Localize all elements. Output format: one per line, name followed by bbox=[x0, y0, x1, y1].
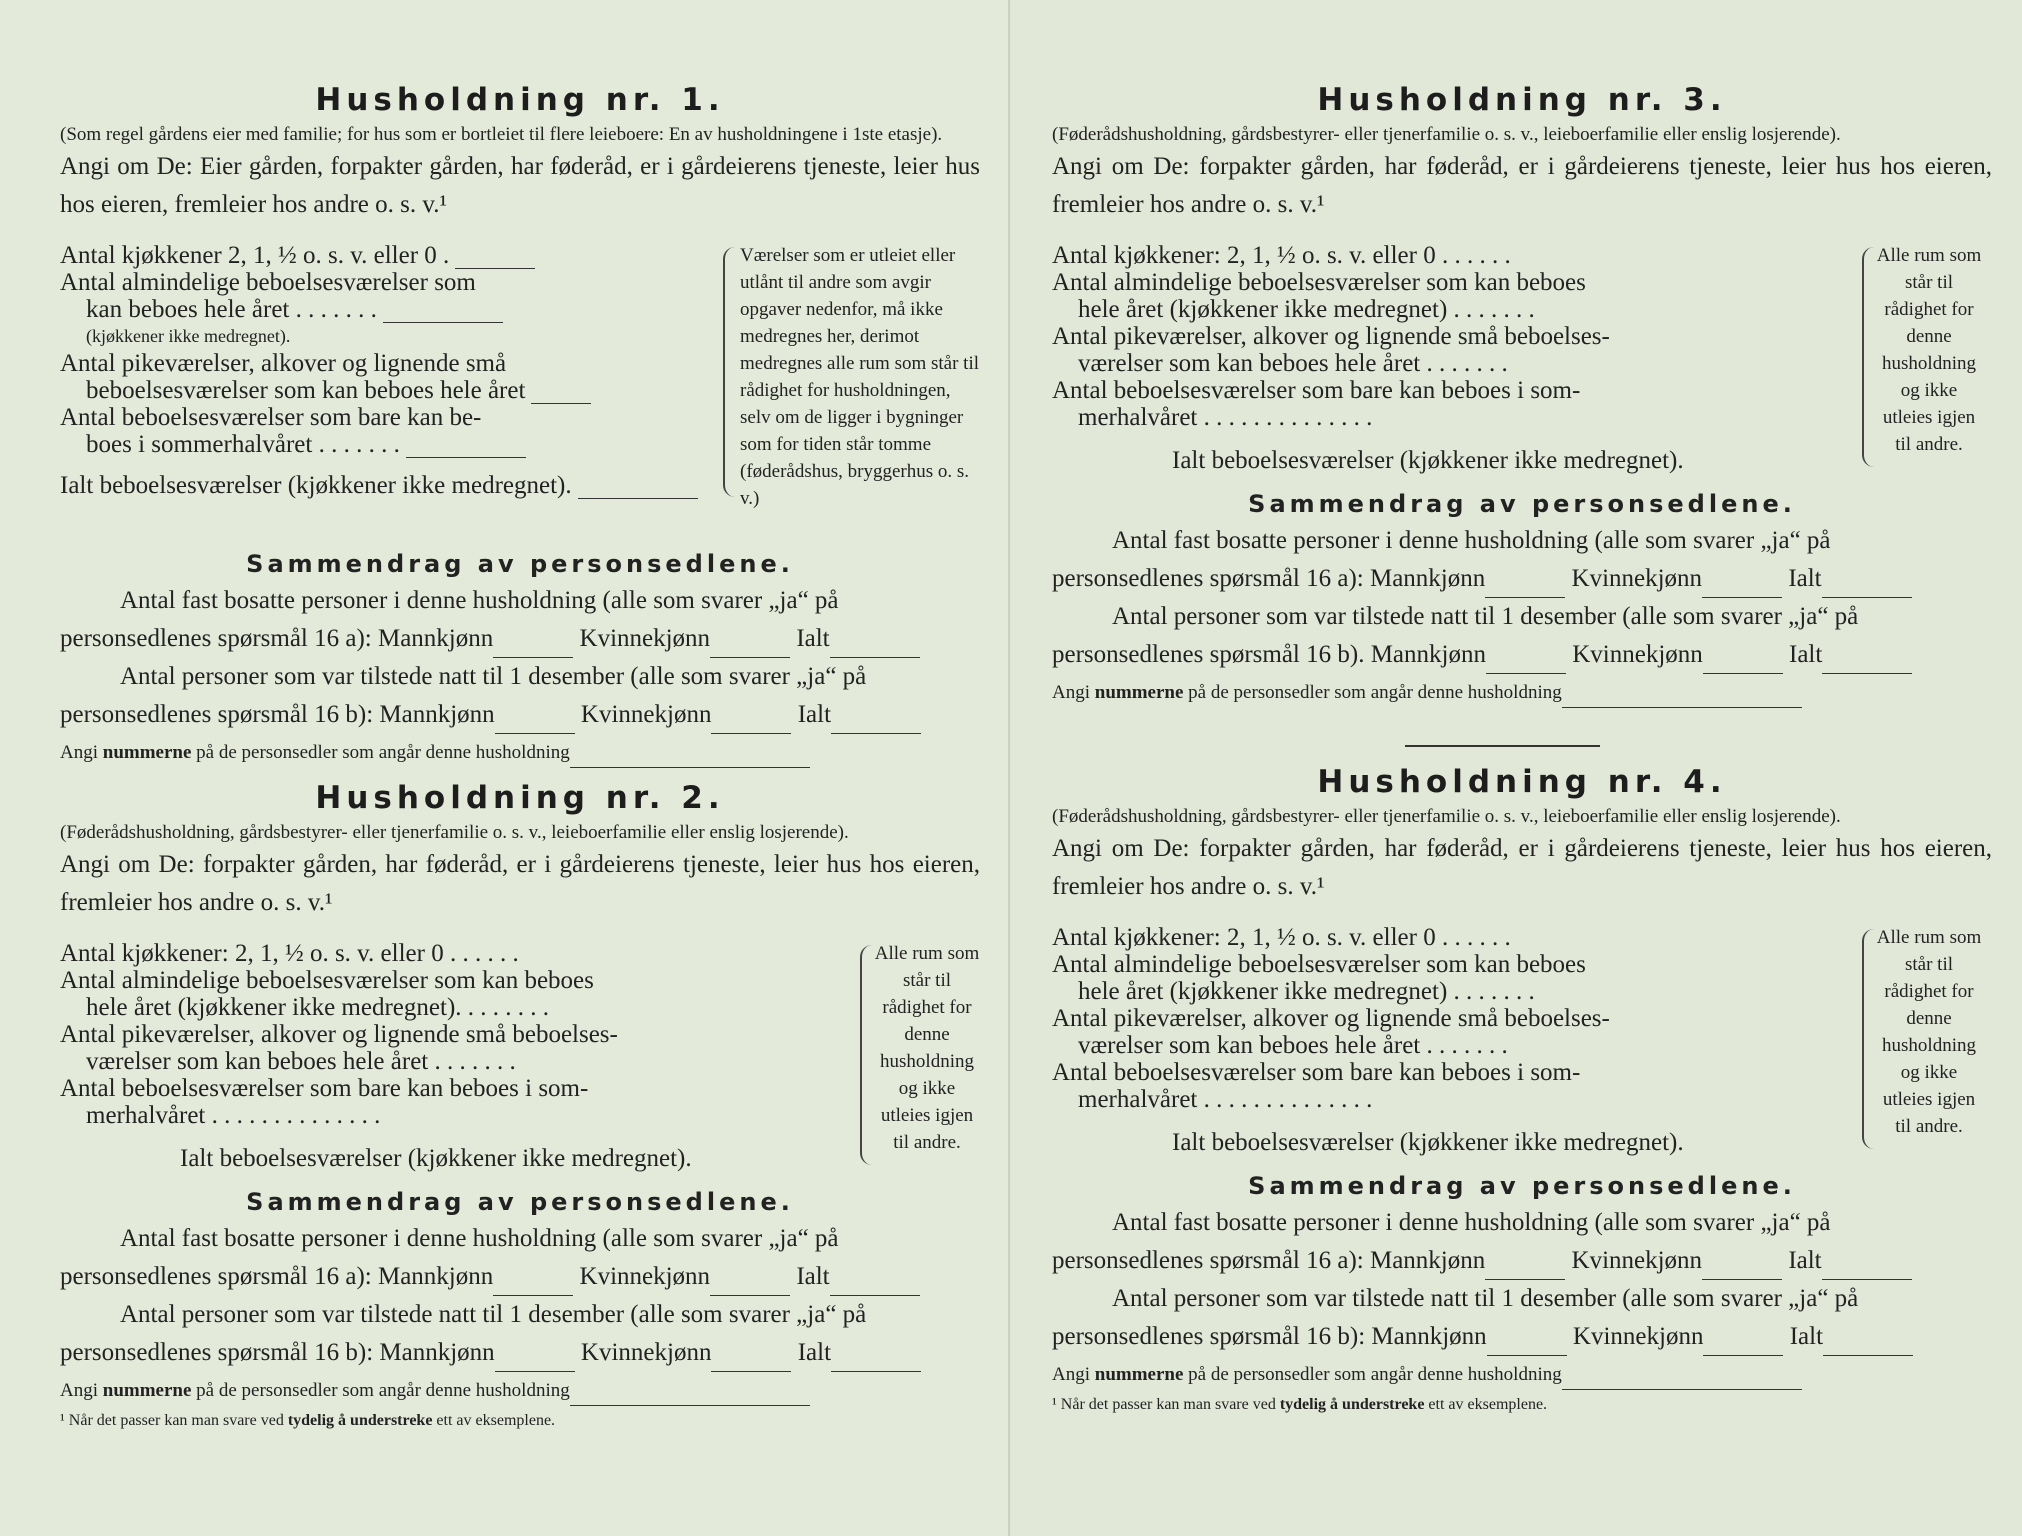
household-4 bbox=[1052, 762, 1992, 1512]
total-rooms-row: Ialt beboelsesværelser (kjøkkener ikke medregnet). bbox=[180, 1145, 692, 1172]
kitchens-field[interactable] bbox=[455, 248, 535, 269]
ordinary-rooms-row-cont: hele året (kjøkkener ikke medregnet) . . . . . . . bbox=[1078, 296, 1535, 323]
left-page bbox=[0, 0, 1010, 1536]
ordinary-rooms-row: Antal almindelige beboelsesværelser som kan beboes bbox=[1052, 951, 1586, 978]
household-4-sidenote: Alle rum som står til rådighet for denne husholdning og ikke utleies igjen til andre. bbox=[1876, 927, 1982, 1137]
household-2-summary-title: Sammendrag av personsedlene. bbox=[246, 1188, 794, 1216]
household-2-rooms bbox=[60, 940, 980, 1180]
ordinary-rooms-field[interactable] bbox=[383, 302, 503, 323]
household-3-summary-16b: Antal personer som var tilstede natt til 1 desember (alle som svarer „ja“ på personsedlenes spørsmål 16 b). Mannkjønn Kvinnekjønn Ialt bbox=[1052, 598, 1992, 674]
household-2-sidenote: Alle rum som står til rådighet for denne husholdning og ikke utleies igjen til andre. bbox=[874, 943, 980, 1153]
household-3 bbox=[1052, 80, 1992, 830]
household-2-heading: Husholdning nr. 2. bbox=[315, 780, 725, 816]
household-4-note: (Føderådshusholdning, gårdsbestyrer- eller tjenerfamilie o. s. v., leieboerfamilie eller enslig losjerende). bbox=[1052, 806, 1841, 827]
household-4-status-question: Angi om De: forpakter gården, har føderåd, er i gårdeierens tjeneste, leier hus hos eieren, fremleier hos andre o. s. v.¹ bbox=[1052, 835, 1992, 900]
small-rooms-row-cont: beboelsesværelser som kan beboes hele året bbox=[60, 377, 710, 404]
summer-rooms-row-cont: merhalvåret . . . . . . . . . . . . . . bbox=[1078, 404, 1373, 431]
household-1 bbox=[60, 80, 980, 830]
small-rooms-row-cont: værelser som kan beboes hele året . . . . . . . bbox=[1078, 1032, 1508, 1059]
household-3-summary-title: Sammendrag av personsedlene. bbox=[1248, 490, 1796, 518]
small-rooms-row: Antal pikeværelser, alkover og lignende små bbox=[60, 350, 507, 377]
household-4-heading: Husholdning nr. 4. bbox=[1317, 764, 1727, 800]
small-rooms-row-cont: værelser som kan beboes hele året . . . . . . . bbox=[86, 1048, 516, 1075]
summer-rooms-row-cont: merhalvåret . . . . . . . . . . . . . . bbox=[1078, 1086, 1373, 1113]
total-rooms-row: Ialt beboelsesværelser (kjøkkener ikke medregnet). bbox=[1172, 447, 1684, 474]
small-rooms-row: Antal pikeværelser, alkover og lignende små beboelses- bbox=[60, 1021, 618, 1048]
household-3-summary-16a: Antal fast bosatte personer i denne husholdning (alle som svarer „ja“ på personsedlenes spørsmål 16 a): Mannkjønn Kvinnekjønn Ialt bbox=[1052, 522, 1992, 598]
summer-rooms-field[interactable] bbox=[406, 437, 526, 458]
kitchens-row: Antal kjøkkener: 2, 1, ½ o. s. v. eller 0 . . . . . . bbox=[60, 940, 519, 967]
household-3-status-question: Angi om De: forpakter gården, har føderåd, er i gårdeierens tjeneste, leier hus hos eieren, fremleier hos andre o. s. v.¹ bbox=[1052, 153, 1992, 218]
household-4-rooms bbox=[1052, 924, 1992, 1164]
section-divider bbox=[1405, 745, 1600, 747]
ordinary-rooms-row-cont: kan beboes hele året . . . . . . . bbox=[60, 296, 710, 323]
ordinary-rooms-row-cont: hele året (kjøkkener ikke medregnet). . . . . . . . bbox=[86, 994, 550, 1021]
household-3-note: (Føderådshusholdning, gårdsbestyrer- eller tjenerfamilie o. s. v., leieboerfamilie eller enslig losjerende). bbox=[1052, 124, 1841, 145]
household-3-heading: Husholdning nr. 3. bbox=[1317, 82, 1727, 118]
household-1-note: (Som regel gårdens eier med familie; for hus som er bortleiet til flere leieboere: En av husholdningene i 1ste etasje). bbox=[60, 124, 943, 145]
footnote: ¹ Når det passer kan man svare ved tydelig å understreke ett av eksemplene. bbox=[60, 1412, 556, 1429]
kitchens-row: Antal kjøkkener: 2, 1, ½ o. s. v. eller 0 . . . . . . bbox=[1052, 242, 1511, 269]
ordinary-rooms-row: Antal almindelige beboelsesværelser som kan beboes bbox=[1052, 269, 1586, 296]
household-2-note: (Føderådshusholdning, gårdsbestyrer- eller tjenerfamilie o. s. v., leieboerfamilie eller enslig losjerende). bbox=[60, 822, 849, 843]
household-1-rooms bbox=[60, 242, 980, 542]
household-2-summary-16a: Antal fast bosatte personer i denne husholdning (alle som svarer „ja“ på personsedlenes spørsmål 16 a): Mannkjønn Kvinnekjønn Ialt bbox=[60, 1220, 980, 1296]
ordinary-rooms-row: Antal almindelige beboelsesværelser som bbox=[60, 269, 476, 296]
household-2 bbox=[60, 778, 980, 1528]
household-2-summary-16b: Antal personer som var tilstede natt til 1 desember (alle som svarer „ja“ på personsedlenes spørsmål 16 b): Mannkjønn Kvinnekjønn Ialt bbox=[60, 1296, 980, 1372]
household-1-status-question: Angi om De: Eier gården, forpakter gården, har føderåd, er i gårdeierens tjeneste, leier hus hos eieren, fremleier hos andre o. s. v.¹ bbox=[60, 153, 980, 218]
small-rooms-row: Antal pikeværelser, alkover og lignende små beboelses- bbox=[1052, 323, 1610, 350]
household-4-numbers: Angi nummerne på de personsedler som angår denne husholdning bbox=[1052, 1360, 1992, 1390]
small-rooms-row: Antal pikeværelser, alkover og lignende små beboelses- bbox=[1052, 1005, 1610, 1032]
household-3-rooms bbox=[1052, 242, 1992, 482]
small-rooms-field[interactable] bbox=[531, 383, 591, 404]
summer-rooms-row: Antal beboelsesværelser som bare kan beboes i som- bbox=[1052, 377, 1581, 404]
household-4-summary-16b: Antal personer som var tilstede natt til 1 desember (alle som svarer „ja“ på personsedlenes spørsmål 16 b): Mannkjønn Kvinnekjønn Ialt bbox=[1052, 1280, 1992, 1356]
household-1-numbers: Angi nummerne på de personsedler som angår denne husholdning bbox=[60, 738, 980, 768]
ordinary-rooms-row-cont: hele året (kjøkkener ikke medregnet) . . . . . . . bbox=[1078, 978, 1535, 1005]
summer-rooms-row: Antal beboelsesværelser som bare kan beboes i som- bbox=[1052, 1059, 1581, 1086]
small-rooms-row-cont: værelser som kan beboes hele året . . . . . . . bbox=[1078, 350, 1508, 377]
summer-rooms-row: Antal beboelsesværelser som bare kan be- bbox=[60, 404, 482, 431]
right-page bbox=[1012, 0, 2022, 1536]
kitchens-row: Antal kjøkkener: 2, 1, ½ o. s. v. eller 0 . . . . . . bbox=[1052, 924, 1511, 951]
summer-rooms-row: Antal beboelsesværelser som bare kan beboes i som- bbox=[60, 1075, 589, 1102]
household-1-summary-title: Sammendrag av personsedlene. bbox=[246, 550, 794, 578]
brace bbox=[1862, 929, 1874, 1149]
household-1-heading: Husholdning nr. 1. bbox=[315, 82, 725, 118]
footnote: ¹ Når det passer kan man svare ved tydelig å understreke ett av eksemplene. bbox=[1052, 1396, 1548, 1413]
summer-rooms-row-cont: boes i sommerhalvåret . . . . . . . bbox=[60, 431, 710, 458]
brace bbox=[1862, 247, 1874, 467]
kitchens-row: Antal kjøkkener 2, 1, ½ o. s. v. eller 0 . bbox=[60, 242, 710, 269]
ordinary-rooms-row: Antal almindelige beboelsesværelser som kan beboes bbox=[60, 967, 594, 994]
household-4-summary-16a: Antal fast bosatte personer i denne husholdning (alle som svarer „ja“ på personsedlenes spørsmål 16 a): Mannkjønn Kvinnekjønn Ialt bbox=[1052, 1204, 1992, 1280]
brace bbox=[860, 945, 872, 1165]
total-rooms-field[interactable] bbox=[578, 478, 698, 499]
household-1-sidenote: Værelser som er utleiet eller utlånt til andre som avgir opgaver nedenfor, må ikke medregnes her, derimot medregnes alle rum som står til rådighet for husholdningen, selv om de ligger i bygninger som for tiden står tomme (føderådshus, bryggerhus o. s. v.) bbox=[740, 245, 980, 509]
household-3-numbers: Angi nummerne på de personsedler som angår denne husholdning bbox=[1052, 678, 1992, 708]
total-rooms-row: Ialt beboelsesværelser (kjøkkener ikke medregnet). bbox=[60, 472, 710, 499]
household-2-status-question: Angi om De: forpakter gården, har føderåd, er i gårdeierens tjeneste, leier hus hos eieren, fremleier hos andre o. s. v.¹ bbox=[60, 851, 980, 916]
household-2-numbers: Angi nummerne på de personsedler som angår denne husholdning bbox=[60, 1376, 980, 1406]
household-4-summary-title: Sammendrag av personsedlene. bbox=[1248, 1172, 1796, 1200]
household-3-sidenote: Alle rum som står til rådighet for denne husholdning og ikke utleies igjen til andre. bbox=[1876, 245, 1982, 455]
household-1-summary-16b: Antal personer som var tilstede natt til 1 desember (alle som svarer „ja“ på personsedlenes spørsmål 16 b): Mannkjønn Kvinnekjønn Ialt bbox=[60, 658, 980, 734]
brace bbox=[723, 247, 735, 497]
household-1-summary-16a: Antal fast bosatte personer i denne husholdning (alle som svarer „ja“ på personsedlenes spørsmål 16 a): Mannkjønn Kvinnekjønn Ialt bbox=[60, 582, 980, 658]
ordinary-rooms-note: (kjøkkener ikke medregnet). bbox=[86, 326, 291, 346]
summer-rooms-row-cont: merhalvåret . . . . . . . . . . . . . . bbox=[86, 1102, 381, 1129]
total-rooms-row: Ialt beboelsesværelser (kjøkkener ikke medregnet). bbox=[1172, 1129, 1684, 1156]
